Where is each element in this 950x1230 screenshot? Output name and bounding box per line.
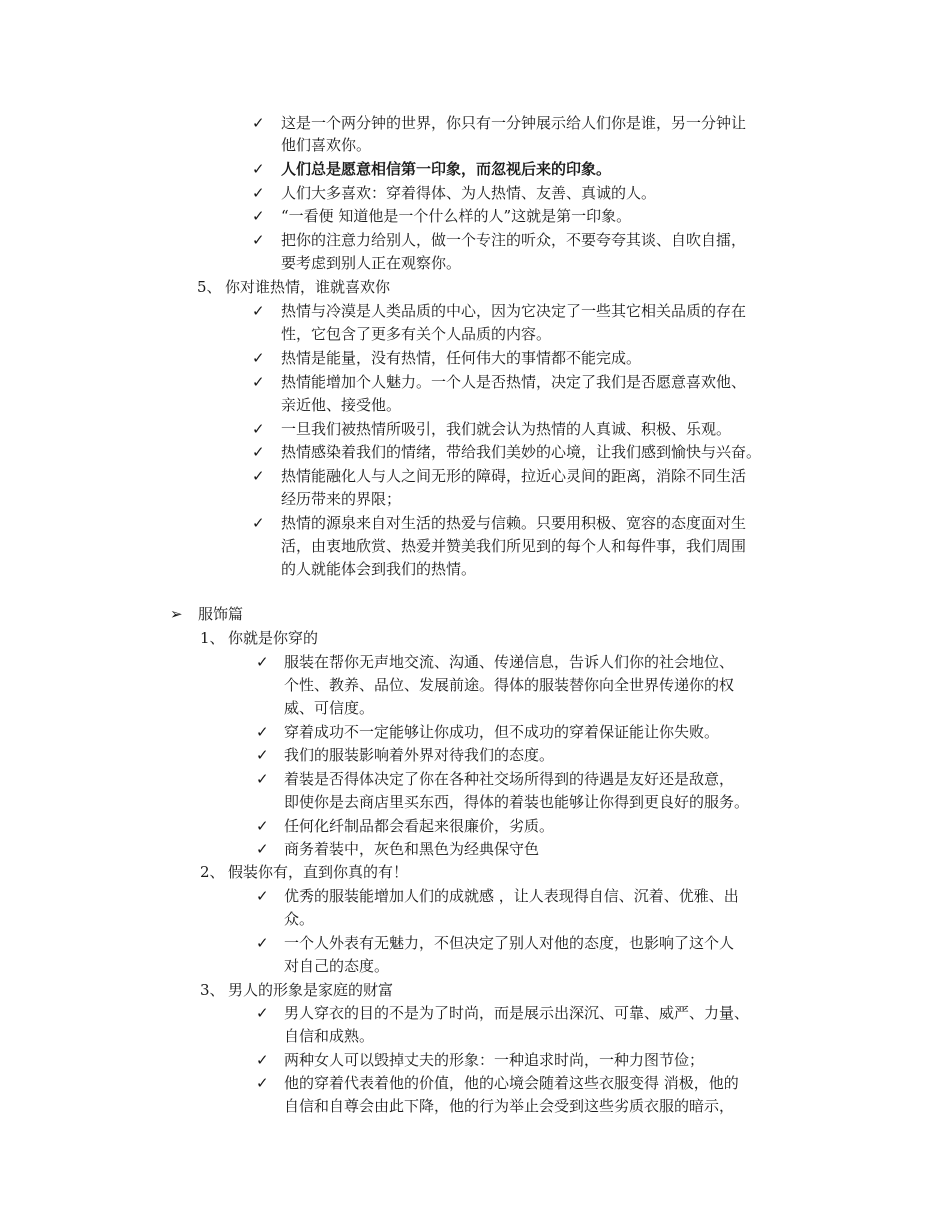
section-heading: 服饰篇 (198, 605, 244, 623)
checkmark-icon: ✓ (256, 770, 269, 788)
list-item-number: 5、 (197, 278, 222, 296)
bullet-line: 即使你是去商店里买东西，得体的着装也能够让你得到更良好的服务。 (284, 793, 750, 811)
checkmark-icon: ✓ (256, 653, 269, 671)
checkmark-icon: ✓ (256, 1051, 269, 1069)
list-item-title: 你对谁热情，谁就喜欢你 (225, 278, 391, 296)
checkmark-icon: ✓ (256, 934, 269, 952)
checkmark-icon: ✓ (252, 467, 265, 485)
checkmark-icon: ✓ (252, 114, 265, 132)
bullet-line: 威、可信度。 (284, 699, 375, 717)
bullet-line: 任何化纤制品都会看起来很廉价，劣质。 (284, 817, 555, 835)
list-item-title: 男人的形象是家庭的财富 (228, 981, 394, 999)
bullet-line: 两种女人可以毁掉丈夫的形象：一种追求时尚，一种力图节俭； (284, 1051, 705, 1069)
bullet-line: 热情能增加个人魅力。一个人是否热情，决定了我们是否愿意喜欢他、 (281, 373, 747, 391)
bullet-line: 热情的源泉来自对生活的热爱与信赖。只要用积极、宽容的态度面对生 (281, 514, 747, 532)
checkmark-icon: ✓ (252, 373, 265, 391)
checkmark-icon: ✓ (252, 184, 265, 202)
bullet-line: 这是一个两分钟的世界，你只有一分钟展示给人们你是谁，另一分钟让 (281, 114, 747, 132)
bullet-line: 要考虑到别人正在观察你。 (281, 254, 462, 272)
checkmark-icon: ✓ (256, 746, 269, 764)
bullet-line: 自信和成熟。 (284, 1027, 375, 1045)
bullet-line: 把你的注意力给别人，做一个专注的听众，不要夸夸其谈、自吹自擂， (281, 231, 747, 249)
checkmark-icon: ✓ (256, 1074, 269, 1092)
list-item-title: 假装你有，直到你真的有！ (228, 863, 409, 881)
checkmark-icon: ✓ (252, 443, 265, 461)
bullet-line: 男人穿衣的目的不是为了时尚，而是展示出深沉、可靠、威严、力量、 (284, 1004, 750, 1022)
checkmark-icon: ✓ (252, 514, 265, 532)
bullet-line: 一旦我们被热情所吸引，我们就会认为热情的人真诚、积极、乐观。 (281, 420, 732, 438)
arrow-bullet-icon: ➢ (170, 605, 183, 623)
checkmark-icon: ✓ (252, 420, 265, 438)
checkmark-icon: ✓ (252, 160, 265, 178)
checkmark-icon: ✓ (256, 887, 269, 905)
bullet-line: 性，它包含了更多有关个人品质的内容。 (281, 325, 552, 343)
checkmark-icon: ✓ (256, 840, 269, 858)
bullet-line: 众。 (284, 910, 315, 928)
checkmark-icon: ✓ (256, 1004, 269, 1022)
bullet-line: 服装在帮你无声地交流、沟通、传递信息，告诉人们你的社会地位、 (284, 653, 735, 671)
bullet-line: 个性、教养、品位、发展前途。得体的服装替你向全世界传递你的权 (284, 676, 735, 694)
checkmark-icon: ✓ (252, 302, 265, 320)
checkmark-icon: ✓ (256, 817, 269, 835)
checkmark-icon: ✓ (252, 231, 265, 249)
bullet-line: 优秀的服装能增加人们的成就感 ，让人表现得自信、沉着、优雅、出 (284, 887, 739, 905)
bullet-line: 对自己的态度。 (284, 957, 390, 975)
bullet-line: 热情是能量，没有热情，任何伟大的事情都不能完成。 (281, 349, 642, 367)
bullet-line: 热情感染着我们的情绪，带给我们美妙的心境，让我们感到愉快与兴奋。 (281, 443, 762, 461)
bullet-line: 活，由衷地欣赏、热爱并赞美我们所见到的每个人和每件事，我们周围 (281, 537, 747, 555)
bullet-line: 我们的服装影响着外界对待我们的态度。 (284, 746, 555, 764)
bullet-line: 商务着装中，灰色和黑色为经典保守色 (284, 840, 540, 858)
bullet-line: 穿着成功不一定能够让你成功，但不成功的穿着保证能让你失败。 (284, 723, 720, 741)
bullet-line: 人们大多喜欢：穿着得体、为人热情、友善、真诚的人。 (281, 184, 657, 202)
bullet-line: 热情能融化人与人之间无形的障碍，拉近心灵间的距离，消除不同生活 (281, 467, 747, 485)
bullet-line: 他们喜欢你。 (281, 136, 372, 154)
checkmark-icon: ✓ (252, 349, 265, 367)
list-item-number: 2、 (200, 863, 225, 881)
bullet-line-bold: 人们总是愿意相信第一印象，而忽视后来的印象。 (281, 160, 612, 178)
list-item-number: 3、 (200, 981, 225, 999)
bullet-line: 他的穿着代表着他的价值，他的心境会随着这些衣服变得 消极，他的 (284, 1074, 739, 1092)
bullet-line: 亲近他、接受他。 (281, 396, 402, 414)
checkmark-icon: ✓ (252, 207, 265, 225)
bullet-line: 经历带来的界限； (281, 490, 402, 508)
bullet-line: 的人就能体会到我们的热情。 (281, 560, 477, 578)
list-item-title: 你就是你穿的 (228, 629, 319, 647)
list-item-number: 1、 (200, 629, 225, 647)
bullet-line: 热情与冷漠是人类品质的中心，因为它决定了一些其它相关品质的存在 (281, 302, 747, 320)
bullet-line: “一看便 知道他是一个什么样的人”这就是第一印象。 (281, 207, 632, 225)
bullet-line: 着装是否得体决定了你在各种社交场所得到的待遇是友好还是敌意， (284, 770, 735, 788)
bullet-line: 自信和自尊会由此下降，他的行为举止会受到这些劣质衣服的暗示， (284, 1097, 735, 1115)
checkmark-icon: ✓ (256, 723, 269, 741)
bullet-line: 一个人外表有无魅力，不但决定了别人对他的态度，也影响了这个人 (284, 934, 735, 952)
